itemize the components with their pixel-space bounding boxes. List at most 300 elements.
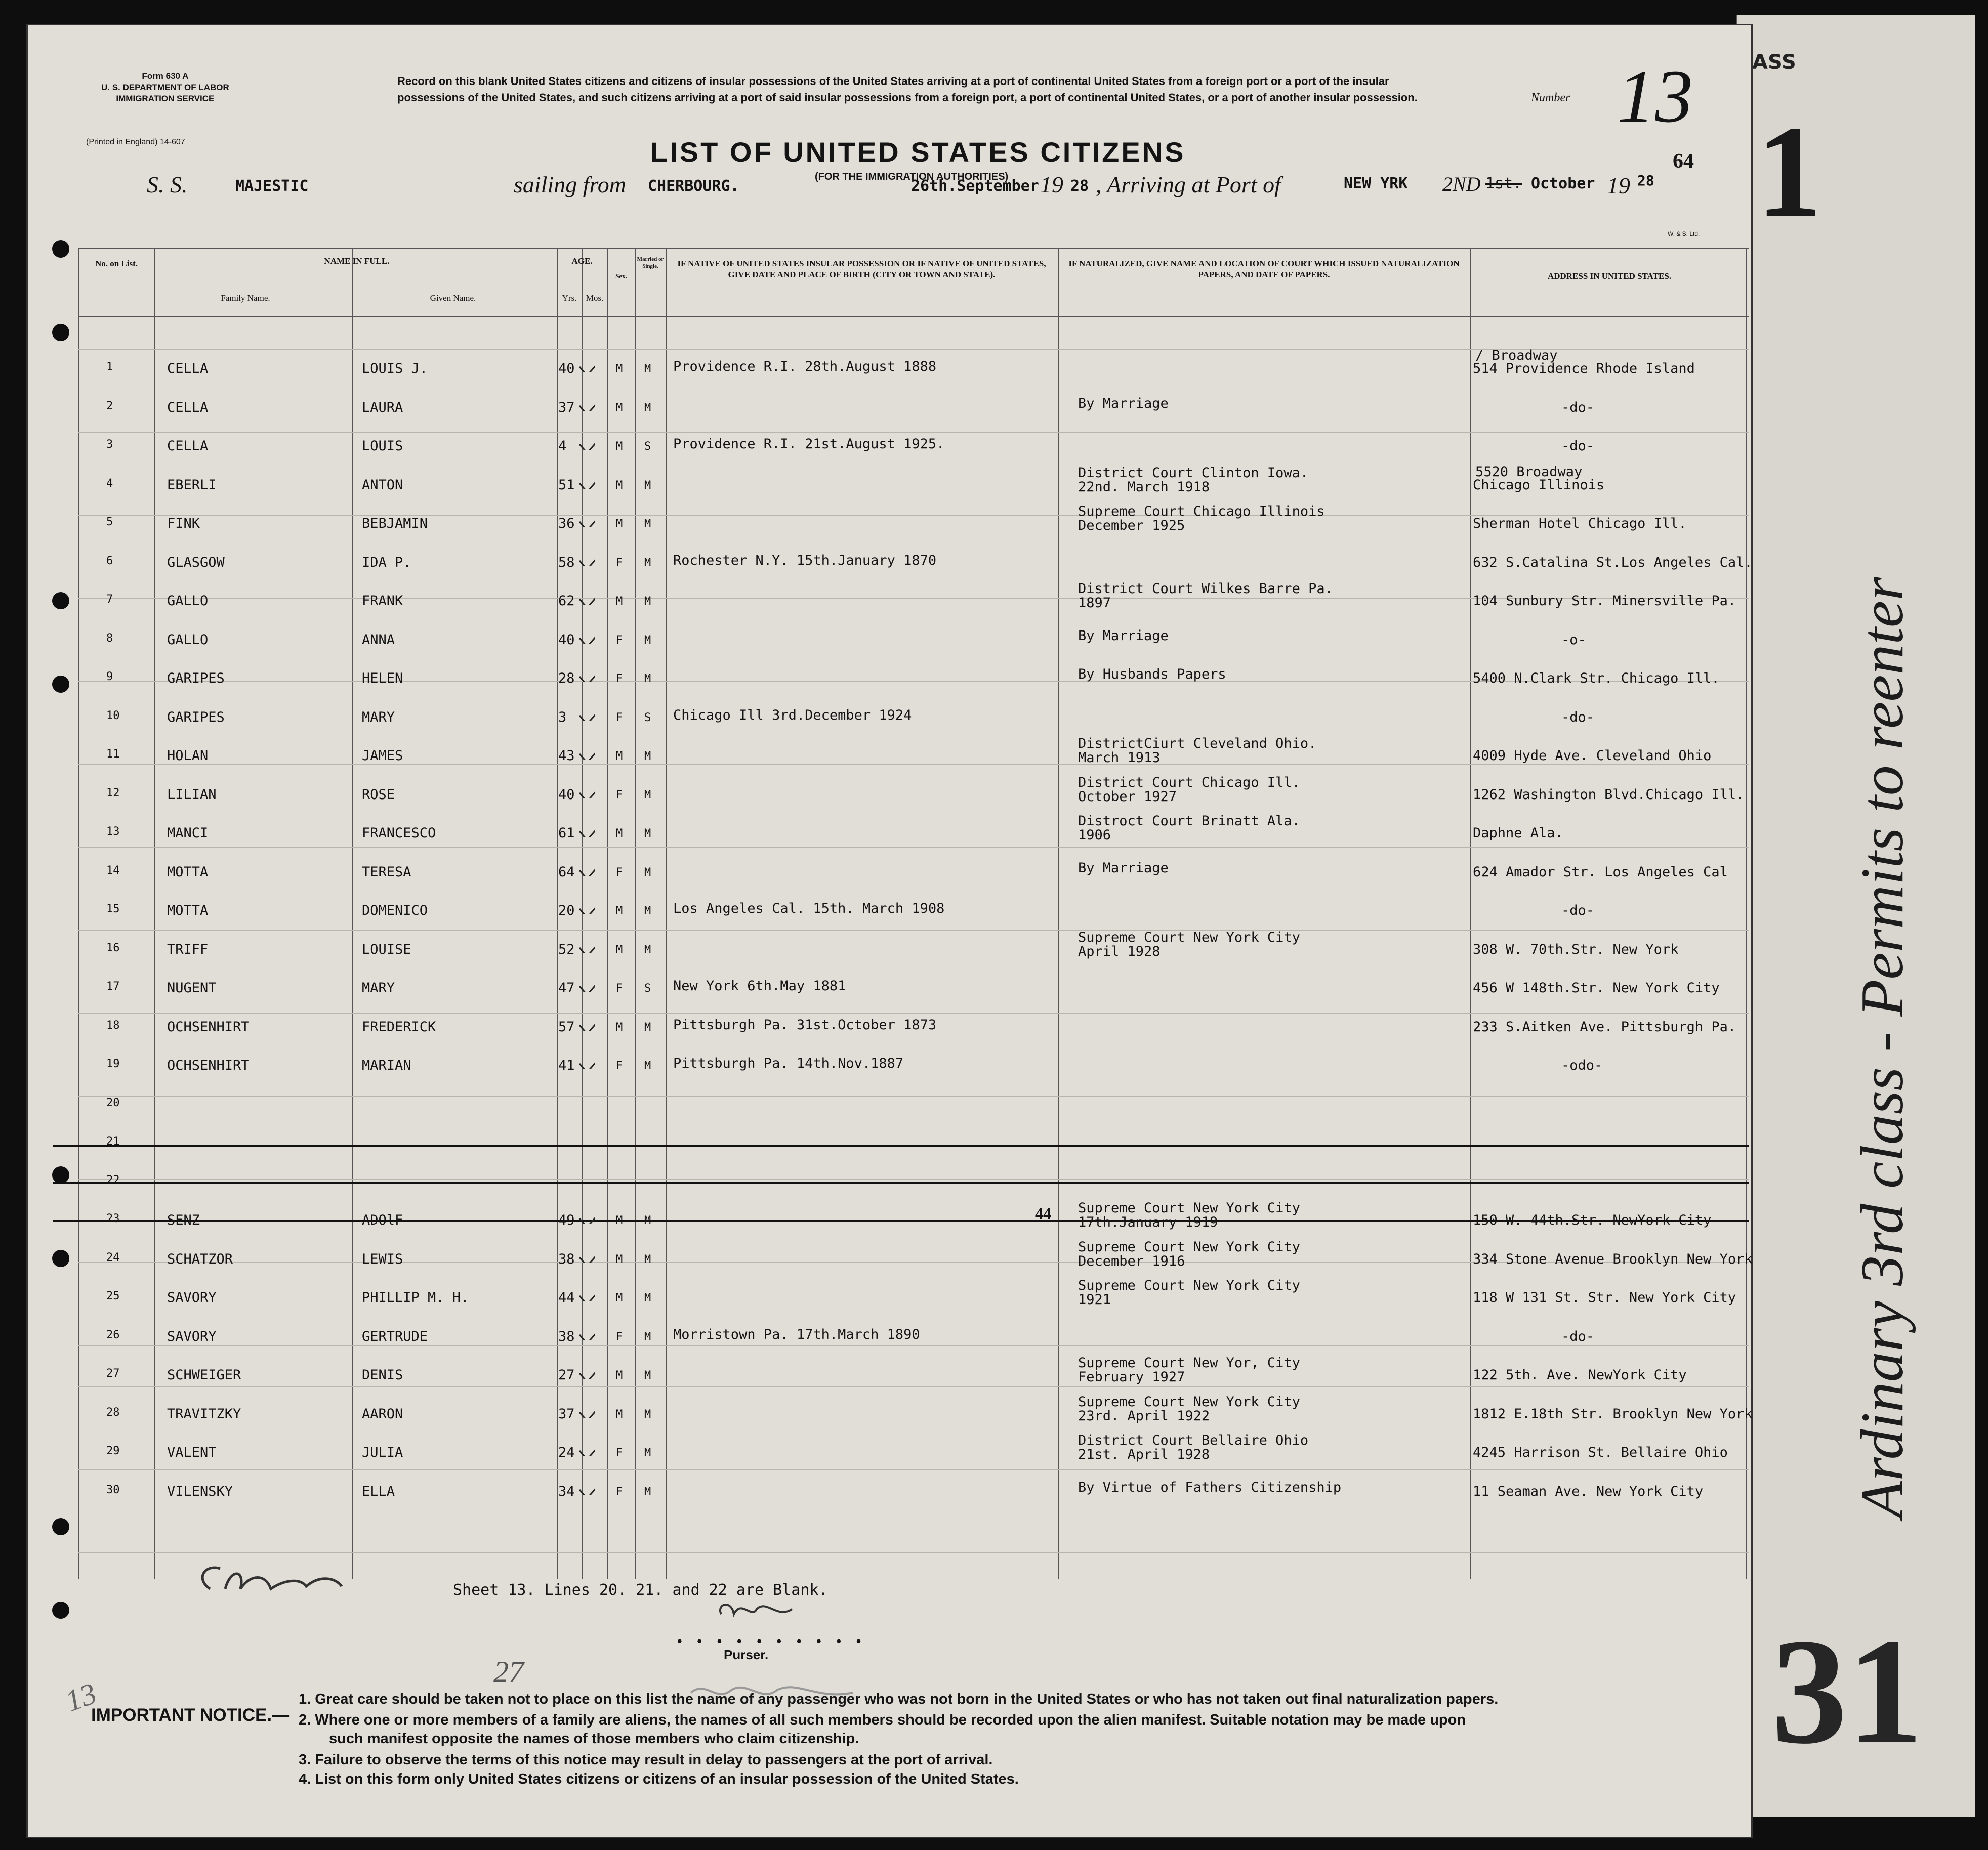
departure-date: 26th.September bbox=[911, 177, 1039, 195]
punch-hole bbox=[52, 676, 69, 693]
back-sheet-bottom-number: 31 bbox=[1771, 1607, 1923, 1775]
naturalization-date: March 1913 bbox=[1078, 750, 1161, 766]
naturalization-date: 17th.January 1919 bbox=[1078, 1214, 1218, 1230]
marital-status: M bbox=[644, 1330, 651, 1343]
given-name: JAMES bbox=[362, 748, 403, 764]
sex: M bbox=[616, 1369, 623, 1382]
check-mark-icon bbox=[577, 432, 595, 450]
col-divider bbox=[557, 248, 558, 1579]
given-name: HELEN bbox=[362, 670, 403, 686]
record-instructions: Record on this blank United States citizens and citizens of insular possessions of the United States arriving at a port of continental United States from a foreign port or a port of the insular possessions of the United States, and such citizens arriving at a port of said insular possessions from a foreign port, a port of continental United States, or a port of another insular possession. bbox=[397, 75, 1418, 104]
sheet-corner-number: 64 bbox=[1673, 150, 1694, 173]
sex: F bbox=[616, 634, 623, 647]
naturalization-date: 21st. April 1928 bbox=[1078, 1447, 1210, 1462]
given-name: IDA P. bbox=[362, 554, 411, 570]
check-mark-icon bbox=[577, 858, 595, 876]
row-number: 20 bbox=[106, 1096, 120, 1109]
age-years: 28 bbox=[558, 670, 575, 686]
naturalization-date: 1921 bbox=[1078, 1292, 1111, 1308]
row-number: 29 bbox=[106, 1445, 120, 1457]
row-rule bbox=[78, 764, 1749, 765]
list-number-label: Number bbox=[1531, 91, 1570, 104]
punch-hole bbox=[52, 1602, 69, 1619]
address: 11 Seaman Ave. New York City bbox=[1473, 1483, 1704, 1499]
age-years: 37 bbox=[558, 399, 575, 415]
check-mark-icon bbox=[577, 819, 595, 837]
family-name: SCHWEIGER bbox=[167, 1367, 241, 1383]
given-name: MARY bbox=[362, 980, 395, 996]
header-bottom-rule bbox=[78, 316, 1749, 317]
naturalization-court: DistrictCiurt Cleveland Ohio. bbox=[1078, 736, 1317, 751]
marital-status: M bbox=[644, 905, 651, 917]
naturalization-date: April 1928 bbox=[1078, 943, 1161, 959]
given-name: FREDERICK bbox=[362, 1019, 436, 1035]
row-rule bbox=[78, 930, 1749, 931]
page-subtitle: (FOR THE IMMIGRATION AUTHORITIES) bbox=[815, 171, 1009, 182]
sex: M bbox=[616, 1214, 623, 1227]
handwritten-number: 27 bbox=[493, 1655, 524, 1689]
ship-name: MAJESTIC bbox=[235, 177, 309, 195]
col-divider bbox=[1058, 248, 1059, 1579]
address: Chicago Illinois bbox=[1473, 477, 1605, 493]
address: 632 S.Catalina St.Los Angeles Cal. bbox=[1473, 554, 1753, 570]
row-number: 16 bbox=[106, 941, 120, 954]
header-sex: Sex. bbox=[615, 272, 627, 280]
family-name: GARIPES bbox=[167, 670, 225, 686]
birth-place-date: Morristown Pa. 17th.March 1890 bbox=[673, 1326, 920, 1342]
sex: M bbox=[616, 518, 623, 530]
form-identifier bbox=[101, 71, 229, 104]
form-number: Form 630 A bbox=[142, 71, 189, 81]
given-name: FRANCESCO bbox=[362, 825, 436, 841]
punch-hole bbox=[52, 324, 69, 341]
check-mark-icon bbox=[577, 780, 595, 798]
inspector-signature bbox=[190, 1559, 352, 1612]
manifest-sheet bbox=[28, 25, 1751, 1837]
check-mark-icon bbox=[577, 471, 595, 489]
row-number: 1 bbox=[106, 361, 113, 373]
row-number: 8 bbox=[106, 632, 113, 645]
table-border bbox=[1746, 248, 1747, 1579]
ss-label: S. S. bbox=[147, 172, 188, 197]
family-name: MANCI bbox=[167, 825, 209, 841]
sex: F bbox=[616, 1447, 623, 1459]
check-mark-icon bbox=[577, 625, 595, 644]
address: 233 S.Aitken Ave. Pittsburgh Pa. bbox=[1473, 1019, 1736, 1035]
given-name: ANNA bbox=[362, 632, 395, 648]
naturalization-court: By Virtue of Fathers Citizenship bbox=[1078, 1479, 1342, 1495]
age-years: 64 bbox=[558, 864, 575, 880]
address: 150 W. 44th.Str. NewYork City bbox=[1473, 1212, 1712, 1228]
arrival-day-handwritten: 2ND bbox=[1442, 173, 1481, 195]
naturalization-court: Supreme Court New York City bbox=[1078, 1394, 1300, 1410]
check-mark-icon bbox=[577, 1322, 595, 1340]
naturalization-court: By Husbands Papers bbox=[1078, 666, 1226, 682]
marital-status: M bbox=[644, 556, 651, 569]
departure-year: 28 bbox=[1070, 177, 1089, 195]
sex: M bbox=[616, 440, 623, 453]
age-years: 40 bbox=[558, 632, 575, 648]
row-number: 4 bbox=[106, 477, 113, 490]
sex: M bbox=[616, 1408, 623, 1421]
form-department: U. S. DEPARTMENT OF LABOR bbox=[101, 82, 229, 92]
back-sheet-big-number: 1 bbox=[1756, 99, 1822, 244]
header-birth: IF NATIVE OF UNITED STATES INSULAR POSSESSION OR IF NATIVE OF UNITED STATES, GIVE DATE AND PLACE OF BIRTH (CITY OR TOWN AND STATE). bbox=[677, 259, 1046, 279]
marital-status: M bbox=[644, 866, 651, 879]
given-name: LAURA bbox=[362, 399, 403, 415]
row-number: 26 bbox=[106, 1328, 120, 1341]
row-number: 21 bbox=[106, 1135, 120, 1148]
marital-status: M bbox=[644, 363, 651, 375]
marital-status: M bbox=[644, 1408, 651, 1421]
row-number: 7 bbox=[106, 593, 113, 606]
punch-hole bbox=[52, 592, 69, 609]
handwritten-mark: 44 bbox=[1035, 1204, 1051, 1223]
row-rule bbox=[78, 1096, 1749, 1097]
marital-status: M bbox=[644, 788, 651, 802]
departure-year-prefix: 19 bbox=[1040, 172, 1063, 197]
given-name: LEWIS bbox=[362, 1251, 403, 1267]
printer-mark: W. & S. Ltd. bbox=[1668, 230, 1700, 237]
age-years: 36 bbox=[558, 516, 575, 531]
check-mark-icon bbox=[577, 1477, 595, 1495]
header-given-name: Given Name. bbox=[430, 293, 476, 303]
sex: F bbox=[616, 672, 623, 685]
marital-status: M bbox=[644, 1021, 651, 1034]
signature-scrawl-icon bbox=[190, 1559, 352, 1604]
age-years: 24 bbox=[558, 1445, 575, 1460]
given-name: PHILLIP M. H. bbox=[362, 1290, 469, 1306]
address: 514 Providence Rhode Island bbox=[1473, 361, 1695, 376]
address: 4009 Hyde Ave. Cleveland Ohio bbox=[1473, 748, 1712, 764]
check-mark-icon bbox=[577, 509, 595, 527]
age-years: 40 bbox=[558, 361, 575, 376]
family-name: MOTTA bbox=[167, 864, 209, 880]
naturalization-court: Distroct Court Brinatt Ala. bbox=[1078, 813, 1300, 829]
address: 104 Sunbury Str. Minersville Pa. bbox=[1473, 593, 1736, 609]
page-title: LIST OF UNITED STATES CITIZENS bbox=[650, 136, 1186, 168]
family-name: GALLO bbox=[167, 593, 209, 609]
row-number: 9 bbox=[106, 670, 113, 683]
row-rule bbox=[78, 432, 1749, 433]
row-number: 12 bbox=[106, 786, 120, 800]
naturalization-court: Supreme Court New Yor, City bbox=[1078, 1355, 1300, 1371]
marital-status: M bbox=[644, 634, 651, 647]
birth-place-date: Providence R.I. 21st.August 1925. bbox=[673, 436, 945, 452]
purser-signature bbox=[711, 1594, 802, 1635]
family-name: SCHATZOR bbox=[167, 1251, 233, 1267]
form-service: IMMIGRATION SERVICE bbox=[116, 94, 215, 103]
row-number: 15 bbox=[106, 903, 120, 915]
age-years: 62 bbox=[558, 593, 575, 609]
notice-heading: IMPORTANT NOTICE.— bbox=[91, 1705, 290, 1725]
age-years: 41 bbox=[558, 1058, 575, 1073]
naturalization-court: By Marriage bbox=[1078, 860, 1169, 876]
address: 1262 Washington Blvd.Chicago Ill. bbox=[1473, 786, 1745, 803]
family-name: EBERLI bbox=[167, 477, 217, 493]
naturalization-date: December 1916 bbox=[1078, 1253, 1185, 1269]
check-mark-icon bbox=[577, 1051, 595, 1069]
passenger-table bbox=[78, 248, 1753, 1579]
naturalization-court: By Marriage bbox=[1078, 627, 1169, 644]
given-name: LOUIS bbox=[362, 438, 403, 454]
family-name: OCHSENHIRT bbox=[167, 1058, 250, 1073]
punch-hole bbox=[52, 240, 69, 258]
check-mark-icon bbox=[577, 1400, 595, 1418]
row-rule bbox=[78, 1552, 1749, 1553]
row-number: 5 bbox=[106, 516, 113, 528]
naturalization-court: Supreme Court Chicago Illinois bbox=[1078, 503, 1325, 519]
marital-status: M bbox=[644, 672, 651, 685]
birth-place-date: Chicago Ill 3rd.December 1924 bbox=[673, 707, 912, 723]
check-mark-icon bbox=[577, 1283, 595, 1301]
given-name: JULIA bbox=[362, 1445, 403, 1460]
col-divider bbox=[154, 248, 155, 1579]
check-mark-icon bbox=[577, 741, 595, 760]
family-name: VALENT bbox=[167, 1445, 217, 1460]
marital-status: M bbox=[644, 1447, 651, 1459]
address: -o- bbox=[1561, 632, 1586, 648]
birth-place-date: Pittsburgh Pa. 31st.October 1873 bbox=[673, 1017, 937, 1033]
check-mark-icon bbox=[577, 1206, 595, 1224]
header-family-name: Family Name. bbox=[221, 293, 270, 303]
marital-status: S bbox=[644, 982, 651, 995]
header-married-single: Married or Single. bbox=[637, 256, 664, 269]
address: -do- bbox=[1561, 399, 1595, 415]
arrival-month: October bbox=[1531, 175, 1595, 192]
check-mark-icon bbox=[577, 354, 595, 372]
age-years: 38 bbox=[558, 1251, 575, 1267]
header-years: Yrs. bbox=[562, 293, 577, 303]
naturalization-court: District Court Bellaire Ohio bbox=[1078, 1433, 1309, 1448]
sex: M bbox=[616, 827, 623, 840]
row-number: 23 bbox=[106, 1212, 120, 1225]
sex: M bbox=[616, 363, 623, 375]
naturalization-date: December 1925 bbox=[1078, 518, 1185, 533]
header-naturalized: IF NATURALIZED, GIVE NAME AND LOCATION OF COURT WHICH ISSUED NATURALIZATION PAPERS, AND DATE OF PAPERS. bbox=[1068, 259, 1460, 279]
row-number: 2 bbox=[106, 399, 113, 412]
family-name: CELLA bbox=[167, 399, 209, 415]
address: 4245 Harrison St. Bellaire Ohio bbox=[1473, 1445, 1728, 1460]
family-name: CELLA bbox=[167, 438, 209, 454]
address: 1812 E.18th Str. Brooklyn New York bbox=[1473, 1406, 1753, 1422]
row-rule bbox=[78, 1345, 1749, 1346]
header-address: ADDRESS IN UNITED STATES. bbox=[1547, 271, 1672, 281]
given-name: LOUIS J. bbox=[362, 361, 428, 376]
row-number: 10 bbox=[106, 709, 120, 722]
given-name: FRANK bbox=[362, 593, 403, 609]
marital-status: M bbox=[644, 1485, 651, 1498]
naturalization-court: By Marriage bbox=[1078, 395, 1169, 411]
notice-line-2b: such manifest opposite the names of those members who claim citizenship. bbox=[329, 1731, 859, 1747]
given-name: LOUISE bbox=[362, 941, 411, 957]
marital-status: M bbox=[644, 943, 651, 956]
naturalization-court: Supreme Court New York City bbox=[1078, 1200, 1300, 1216]
marital-status: M bbox=[644, 1253, 651, 1266]
notice-line-3: 3. Failure to observe the terms of this notice may result in delay to passengers at the port of arrival. bbox=[299, 1752, 993, 1768]
address: Daphne Ala. bbox=[1473, 825, 1563, 841]
age-years: 57 bbox=[558, 1019, 575, 1035]
check-mark-icon bbox=[577, 1438, 595, 1456]
family-name: SAVORY bbox=[167, 1290, 217, 1306]
sailing-from-label: sailing from bbox=[514, 172, 626, 197]
marital-status: M bbox=[644, 827, 651, 840]
sex: F bbox=[616, 556, 623, 569]
naturalization-date: February 1927 bbox=[1078, 1369, 1185, 1385]
punch-hole bbox=[52, 1518, 69, 1535]
col-divider bbox=[352, 248, 353, 1579]
header-name-in-full: NAME IN FULL. bbox=[324, 256, 390, 266]
row-number: 24 bbox=[106, 1251, 120, 1264]
given-name: MARIAN bbox=[362, 1058, 411, 1073]
address: -odo- bbox=[1561, 1058, 1603, 1073]
family-name: VILENSKY bbox=[167, 1483, 233, 1499]
age-years: 44 bbox=[558, 1290, 575, 1306]
row-rule bbox=[78, 847, 1749, 848]
notice-line-1: 1. Great care should be taken not to place on this list the name of any passenger who was not born in the United States or who has not taken out final naturalization papers. bbox=[299, 1691, 1499, 1707]
birth-place-date: Rochester N.Y. 15th.January 1870 bbox=[673, 552, 937, 568]
address: 118 W 131 St. Str. New York City bbox=[1473, 1290, 1736, 1306]
age-years: 58 bbox=[558, 554, 575, 570]
family-name: MOTTA bbox=[167, 903, 209, 918]
naturalization-court: District Court Wilkes Barre Pa. bbox=[1078, 581, 1333, 597]
marital-status: M bbox=[644, 518, 651, 530]
row-number: 6 bbox=[106, 554, 113, 567]
marital-status: S bbox=[644, 440, 651, 453]
marital-status: M bbox=[644, 1214, 651, 1227]
row-rule bbox=[78, 1469, 1749, 1470]
notice-line-4: 4. List on this form only United States citizens or citizens of an insular possession of the United States. bbox=[299, 1771, 1019, 1787]
sex: M bbox=[616, 1253, 623, 1266]
row-number: 13 bbox=[106, 825, 120, 838]
marital-status: S bbox=[644, 711, 651, 724]
family-name: CELLA bbox=[167, 361, 209, 376]
col-divider bbox=[666, 248, 667, 1579]
check-mark-icon bbox=[577, 586, 595, 605]
arrival-port: NEW YRK bbox=[1344, 175, 1408, 192]
given-name: ANTON bbox=[362, 477, 403, 493]
sex: M bbox=[616, 1292, 623, 1305]
list-number-value: 13 bbox=[1617, 55, 1693, 139]
age-years: 20 bbox=[558, 903, 575, 918]
given-name: TERESA bbox=[362, 864, 411, 880]
naturalization-date: 1906 bbox=[1078, 827, 1111, 843]
sex: M bbox=[616, 905, 623, 917]
row-number: 25 bbox=[106, 1290, 120, 1302]
header-months: Mos. bbox=[586, 293, 604, 303]
family-name: TRAVITZKY bbox=[167, 1406, 241, 1422]
age-years: 40 bbox=[558, 786, 575, 803]
naturalization-court: District Court Chicago Ill. bbox=[1078, 774, 1300, 790]
check-mark-icon bbox=[577, 393, 595, 411]
age-years: 38 bbox=[558, 1328, 575, 1344]
address: 624 Amador Str. Los Angeles Cal bbox=[1473, 864, 1728, 880]
col-divider bbox=[1470, 248, 1471, 1579]
sex: M bbox=[616, 1021, 623, 1034]
marital-status: M bbox=[644, 479, 651, 492]
family-name: GLASGOW bbox=[167, 554, 225, 570]
address: 456 W 148th.Str. New York City bbox=[1473, 980, 1720, 996]
row-rule bbox=[78, 1013, 1749, 1014]
departure-port: CHERBOURG. bbox=[648, 177, 739, 195]
arrival-day-struck: 1st. bbox=[1485, 175, 1522, 192]
age-years: 34 bbox=[558, 1483, 575, 1499]
address: 5400 N.Clark Str. Chicago Ill. bbox=[1473, 670, 1720, 686]
family-name: NUGENT bbox=[167, 980, 217, 996]
family-name: LILIAN bbox=[167, 786, 217, 803]
check-mark-icon bbox=[577, 1361, 595, 1379]
signature-scrawl-icon bbox=[711, 1594, 802, 1629]
row-number: 28 bbox=[106, 1406, 120, 1419]
given-name: MARY bbox=[362, 709, 395, 725]
sex: M bbox=[616, 401, 623, 414]
check-mark-icon bbox=[577, 664, 595, 682]
row-number: 22 bbox=[106, 1173, 120, 1187]
family-name: HOLAN bbox=[167, 748, 209, 764]
table-top-rule bbox=[78, 248, 1749, 249]
age-years: 3 bbox=[558, 709, 567, 725]
age-years: 51 bbox=[558, 477, 575, 493]
arrival-year-prefix: 19 bbox=[1607, 173, 1630, 198]
row-number: 18 bbox=[106, 1019, 120, 1032]
punch-hole bbox=[52, 1250, 69, 1267]
sex: F bbox=[616, 1485, 623, 1498]
sex: M bbox=[616, 479, 623, 492]
family-name: FINK bbox=[167, 516, 200, 531]
col-divider bbox=[635, 248, 636, 1579]
given-name: GERTRUDE bbox=[362, 1328, 428, 1344]
address: -do- bbox=[1561, 1328, 1595, 1344]
marital-status: M bbox=[644, 1292, 651, 1305]
back-sheet-handwritten-note: Ardinary 3rd class - Permits to reenter bbox=[1848, 577, 1916, 1518]
row-number: 19 bbox=[106, 1058, 120, 1070]
age-years: 4 bbox=[558, 438, 567, 454]
birth-place-date: Providence R.I. 28th.August 1888 bbox=[673, 359, 937, 374]
naturalization-court: Supreme Court New York City bbox=[1078, 1239, 1300, 1255]
col-divider bbox=[607, 248, 608, 1579]
family-name: TRIFF bbox=[167, 941, 209, 957]
marital-status: M bbox=[644, 1060, 651, 1072]
back-sheet-class-text: ASS bbox=[1752, 51, 1796, 74]
age-years: 37 bbox=[558, 1406, 575, 1422]
blank-line-rule bbox=[53, 1182, 1749, 1184]
purser-label: Purser. bbox=[724, 1647, 769, 1662]
check-mark-icon bbox=[577, 1013, 595, 1031]
sex: F bbox=[616, 982, 623, 995]
row-number: 27 bbox=[106, 1367, 120, 1380]
row-number: 14 bbox=[106, 864, 120, 877]
check-mark-icon bbox=[577, 703, 595, 721]
check-mark-icon bbox=[577, 974, 595, 992]
header-age: AGE. bbox=[571, 256, 593, 266]
punch-hole bbox=[52, 1166, 69, 1184]
sex: M bbox=[616, 750, 623, 763]
birth-place-date: Los Angeles Cal. 15th. March 1908 bbox=[673, 901, 945, 916]
given-name: DENIS bbox=[362, 1367, 403, 1383]
marital-status: M bbox=[644, 401, 651, 414]
address: -do- bbox=[1561, 438, 1595, 454]
age-years: 47 bbox=[558, 980, 575, 996]
marital-status: M bbox=[644, 1369, 651, 1382]
address: 308 W. 70th.Str. New York bbox=[1473, 941, 1679, 957]
blank-line-rule bbox=[53, 1145, 1749, 1147]
address: -do- bbox=[1561, 709, 1595, 725]
check-mark-icon bbox=[577, 935, 595, 953]
address-line-1: 5520 Broadway bbox=[1475, 464, 1583, 480]
purser-dot-line: • • • • • • • • • • bbox=[676, 1634, 865, 1650]
naturalization-date: 1897 bbox=[1078, 595, 1111, 611]
address: 122 5th. Ave. NewYork City bbox=[1473, 1367, 1687, 1383]
